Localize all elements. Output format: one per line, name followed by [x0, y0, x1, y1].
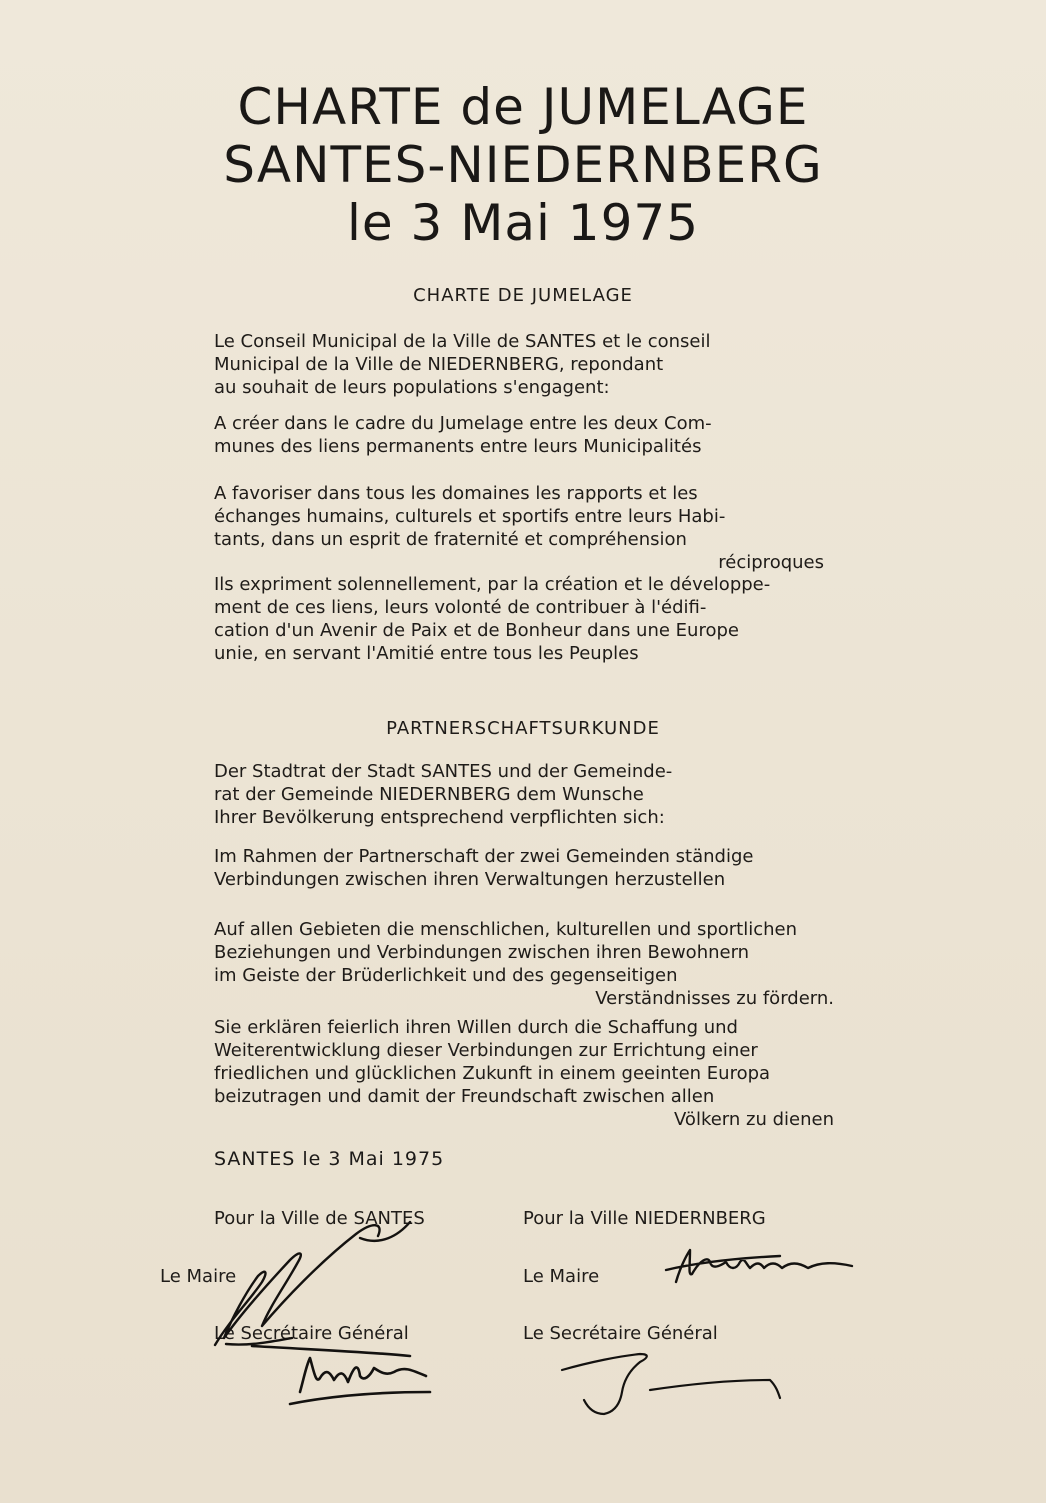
text-line: Auf allen Gebieten die menschlichen, kulturellen und sportlichen — [214, 919, 798, 940]
text-line: A créer dans le cadre du Jumelage entre les deux Com- — [214, 413, 712, 434]
text-line: Im Rahmen der Partnerschaft der zwei Gemeinden ständige — [214, 846, 754, 867]
text-line: Ihrer Bevölkerung entsprechend verpflichten sich: — [214, 807, 665, 828]
text-line: Verbindungen zwischen ihren Verwaltungen herzustellen — [214, 869, 726, 890]
right-secretary-signature — [562, 1354, 780, 1414]
text-line: Weiterentwicklung dieser Verbindungen zur Errichtung einer — [214, 1040, 758, 1061]
title-line-2: SANTES-NIEDERNBERG — [223, 136, 823, 194]
text-line: A favoriser dans tous les domaines les rapports et les — [214, 483, 698, 504]
german-heading: PARTNERSCHAFTSURKUNDE — [386, 718, 660, 739]
text-line: Völkern zu dienen — [674, 1109, 834, 1130]
text-line: au souhait de leurs populations s'engagent: — [214, 377, 610, 398]
title-line-1: CHARTE de JUMELAGE — [237, 78, 809, 136]
text-line: im Geiste der Brüderlichkeit und des gegenseitigen — [214, 965, 678, 986]
text-line: réciproques — [718, 552, 824, 573]
text-line: cation d'un Avenir de Paix et de Bonheur dans une Europe — [214, 620, 739, 641]
left-secretary-signature — [252, 1346, 430, 1404]
right-mayor-signature — [666, 1250, 852, 1282]
text-line: unie, en servant l'Amitié entre tous les Peuples — [214, 643, 639, 664]
text-line: munes des liens permanents entre leurs Municipalités — [214, 436, 702, 457]
text-line: Beziehungen und Verbindungen zwischen ihren Bewohnern — [214, 942, 750, 963]
left-mayor-label: Le Maire — [160, 1266, 237, 1287]
right-secretary-label: Le Secrétaire Général — [523, 1323, 718, 1344]
text-line: friedlichen und glücklichen Zukunft in einem geeinten Europa — [214, 1063, 771, 1084]
right-city-label: Pour la Ville NIEDERNBERG — [523, 1208, 766, 1229]
text-line: Verständnisses zu fördern. — [595, 988, 834, 1009]
right-mayor-label: Le Maire — [523, 1266, 600, 1287]
text-line: tants, dans un esprit de fraternité et compréhension — [214, 529, 687, 550]
text-line: Ils expriment solennellement, par la création et le développe- — [214, 574, 771, 595]
left-secretary-label: Le Secrétaire Général — [214, 1323, 409, 1344]
left-mayor-signature — [215, 1222, 410, 1345]
place-and-date: SANTES le 3 Mai 1975 — [214, 1148, 445, 1170]
text-line: échanges humains, culturels et sportifs entre leurs Habi- — [214, 506, 726, 527]
text-line: ment de ces liens, leurs volonté de contribuer à l'édifi- — [214, 597, 707, 618]
text-line: Sie erklären feierlich ihren Willen durch die Schaffung und — [214, 1017, 738, 1038]
text-line: Le Conseil Municipal de la Ville de SANTES et le conseil — [214, 331, 711, 352]
text-line: beizutragen und damit der Freundschaft zwischen allen — [214, 1086, 715, 1107]
title-line-3: le 3 Mai 1975 — [346, 194, 700, 252]
text-line: Der Stadtrat der Stadt SANTES und der Gemeinde- — [214, 761, 673, 782]
text-line: rat der Gemeinde NIEDERNBERG dem Wunsche — [214, 784, 644, 805]
text-line: Municipal de la Ville de NIEDERNBERG, repondant — [214, 354, 664, 375]
french-heading: CHARTE DE JUMELAGE — [413, 285, 633, 306]
left-city-label: Pour la Ville de SANTES — [214, 1208, 425, 1229]
